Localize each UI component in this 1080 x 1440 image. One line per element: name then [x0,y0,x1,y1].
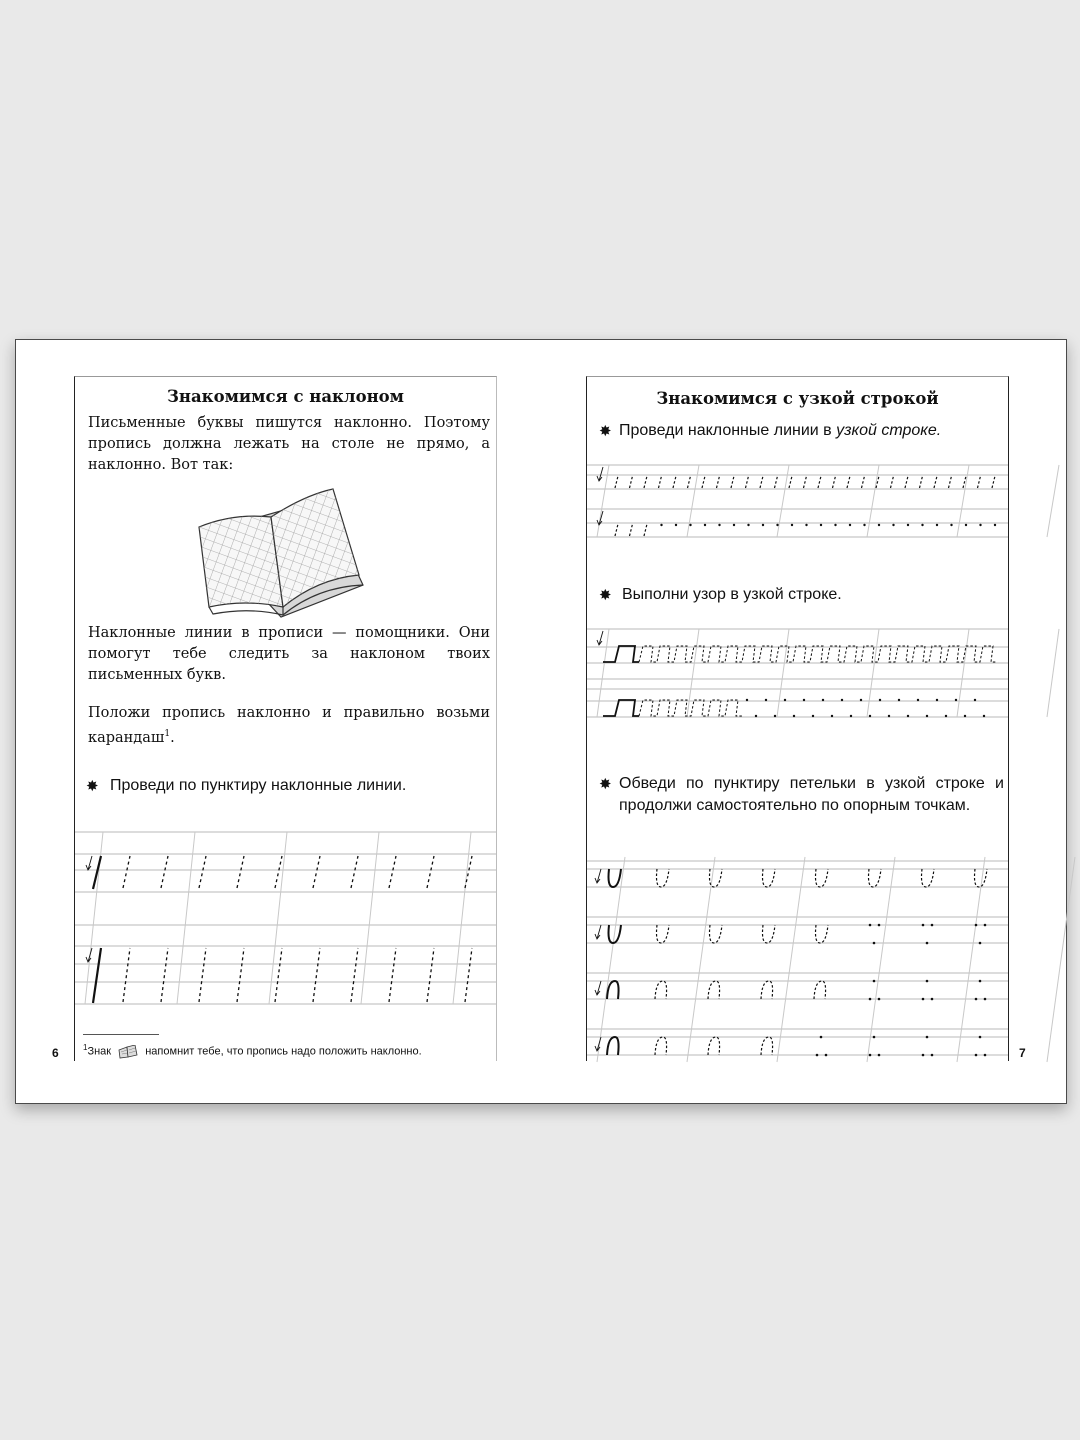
dashed-slant-line [427,948,434,1002]
anchor-dot [974,699,976,701]
stroke-direction-arrow-icon [86,948,92,962]
dashed-slant-line [427,856,434,888]
anchor-dot [762,524,764,526]
anchor-dot [733,524,735,526]
dashed-slant-line [199,856,206,888]
slant-guide-line [957,629,969,717]
dashed-slant-line [847,476,850,488]
anchor-dot [803,699,805,701]
anchor-dot [831,715,833,717]
slant-guide-line [361,832,379,1004]
anchor-dot [922,924,925,927]
dashed-slant-line [659,476,662,488]
dashed-slant-line [789,476,792,488]
anchor-dot [898,699,900,701]
dashed-slant-line [465,948,472,1002]
slant-guide-line [597,857,625,1062]
dashed-slant-line [615,524,618,536]
slant-guide-line [597,629,609,717]
anchor-dot [975,924,978,927]
dashed-slant-line [949,476,952,488]
anchor-dot [979,524,981,526]
anchor-dot [850,715,852,717]
dashed-slant-line [237,948,244,1002]
pattern-solid-stroke [603,700,639,716]
dashed-loop [655,981,667,999]
dashed-slant-line [731,476,734,488]
dashed-loop [869,869,882,887]
anchor-dot [922,998,925,1001]
anchor-dot [869,998,872,1001]
anchor-dot [822,699,824,701]
dashed-slant-line [717,476,720,488]
anchor-dot [926,715,928,717]
dashed-loop [710,925,723,943]
dashed-slant-line [351,948,358,1002]
anchor-dot [869,715,871,717]
solid-loop [609,869,622,887]
dashed-loop [763,925,776,943]
right-page-title: Знакомимся с узкой строкой [656,389,939,408]
right-task1-text: Проведи наклонные линии в узкой строке. [619,422,942,439]
anchor-dot [704,524,706,526]
anchor-dot [979,980,982,983]
slant-guide-line [777,629,789,717]
dashed-slant-line [804,476,807,488]
dashed-loop [761,981,773,999]
anchor-dot [784,699,786,701]
solid-loop [607,1037,619,1055]
anchor-dot [936,524,938,526]
stroke-direction-arrow-icon [595,1037,601,1051]
dashed-loop [816,925,829,943]
stroke-direction-arrow-icon [595,869,601,883]
dashed-slant-line [673,476,676,488]
dashed-slant-line [161,856,168,888]
dashed-slant-line [630,524,633,536]
anchor-dot [869,924,872,927]
slant-guide-line [687,465,699,537]
slant-guide-line [867,465,879,537]
stroke-direction-arrow-icon [597,631,603,645]
anchor-dot [718,524,720,526]
anchor-dot [879,699,881,701]
dashed-slant-line [389,948,396,1002]
star-burst-icon: ✸ [599,422,612,440]
practice-stroke [93,856,101,889]
dashed-loop [657,925,670,943]
dashed-slant-line [688,476,691,488]
anchor-dot [873,942,876,945]
dashed-slant-line [760,476,763,488]
dashed-slant-line [862,476,865,488]
open-notebook-icon [193,467,375,627]
slant-guide-line [269,832,287,1004]
pattern-dashed-stroke [639,700,742,716]
anchor-dot [950,524,952,526]
anchor-dot [979,942,982,945]
page-number-right: 7 [1019,1046,1026,1060]
anchor-dot [907,524,909,526]
anchor-dot [888,715,890,717]
anchor-dot [746,699,748,701]
anchor-dot [863,524,865,526]
dashed-slant-line [920,476,923,488]
anchor-dot [765,699,767,701]
anchor-dot [926,1036,929,1039]
right-page [586,376,1009,1061]
position-paragraph: Положи пропись наклонно и правильно возьми карандаш$^1$. [88,705,490,746]
dashed-loop [708,981,720,999]
pattern-dashed-stroke [639,646,997,662]
slant-guide-line [1047,629,1059,717]
anchor-dot [926,942,929,945]
stroke-direction-arrow-icon [595,925,601,939]
dashed-slant-line [833,476,836,488]
anchor-dot [979,1036,982,1039]
anchor-dot [984,1054,987,1057]
open-notebook-icon [118,1045,138,1059]
dashed-slant-line [389,856,396,888]
anchor-dot [955,699,957,701]
anchor-dot [945,715,947,717]
anchor-dot [793,715,795,717]
anchor-dot [747,524,749,526]
star-burst-icon: ✸ [599,586,612,604]
anchor-dot [825,1054,828,1057]
anchor-dot [936,699,938,701]
footnote-divider [83,1034,159,1035]
dashed-slant-line [905,476,908,488]
anchor-dot [660,524,662,526]
dashed-slant-line [313,948,320,1002]
anchor-dot [931,998,934,1001]
dashed-loop [763,869,776,887]
slant-guide-line [957,857,985,1062]
dashed-slant-line [934,476,937,488]
left-page-title: Знакомимся с наклоном [166,387,404,406]
left-task-text: Проведи по пунктиру наклонные линии. [110,777,407,794]
anchor-dot [917,699,919,701]
dashed-slant-line [199,948,206,1002]
stroke-direction-arrow-icon [597,467,603,481]
right-task3-text: Обведи по пунктиру петельки в узкой строке и продолжи самостоятельно по опорным точкам. [619,775,1004,814]
anchor-dot [860,699,862,701]
anchor-dot [805,524,807,526]
slant-guide-line [177,832,195,1004]
pattern-solid-stroke [603,646,639,662]
solid-loop [607,981,619,999]
dashed-slant-line [746,476,749,488]
anchor-dot [689,524,691,526]
anchor-dot [983,715,985,717]
anchor-dot [873,1036,876,1039]
dashed-slant-line [644,476,647,488]
slant-guide-line [777,465,789,537]
helper-paragraph: Наклонные линии в прописи — помощники. Они помогут тебе следить за наклоном твоих письменных букв. [88,625,490,683]
anchor-dot [964,715,966,717]
star-burst-icon: ✸ [86,777,99,795]
slant-guide-line [687,857,715,1062]
slant-guide-line [867,629,879,717]
dashed-loop [922,869,935,887]
anchor-dot [878,998,881,1001]
anchor-dot [869,1054,872,1057]
page-number-left: 6 [52,1046,59,1060]
dashed-slant-line [891,476,894,488]
slant-guide-line [957,465,969,537]
anchor-dot [791,524,793,526]
anchor-dot [965,524,967,526]
book-spread [15,339,1067,1104]
anchor-dot [907,715,909,717]
dashed-slant-line [161,948,168,1002]
dashed-slant-line [775,476,778,488]
loop-practice [587,857,1008,1067]
dashed-slant-line [978,476,981,488]
slant-guide-line [777,857,805,1062]
pattern-practice [587,629,1008,724]
dashed-slant-line [992,476,995,488]
anchor-dot [816,1054,819,1057]
dashed-slant-line [702,476,705,488]
anchor-dot [820,1036,823,1039]
slant-guide-line [1047,857,1075,1062]
anchor-dot [984,998,987,1001]
anchor-dot [812,715,814,717]
footnote: $^1$Знак напомнит тебе, что пропись надо положить наклонно. [83,1043,422,1058]
dashed-slant-line [313,856,320,888]
anchor-dot [984,924,987,927]
dashed-loop [975,869,988,887]
dashed-loop [761,1037,773,1055]
dashed-slant-line [644,524,647,536]
anchor-dot [849,524,851,526]
anchor-dot [926,980,929,983]
dashed-loop [655,1037,667,1055]
dashed-slant-line [123,948,130,1002]
intro-paragraph: Письменные буквы пишутся наклонно. Поэтому пропись должна лежать на столе не прямо, а наклонно. Вот так: [88,415,490,473]
slant-guide-line [867,857,895,1062]
dashed-slant-line [237,856,244,888]
dashed-loop [708,1037,720,1055]
practice-stroke [93,948,101,1003]
anchor-dot [878,1054,881,1057]
dashed-slant-line [818,476,821,488]
anchor-dot [975,1054,978,1057]
anchor-dot [931,924,934,927]
anchor-dot [841,699,843,701]
dashed-loop [816,869,829,887]
practice-slant-lines [75,832,496,1012]
anchor-dot [755,715,757,717]
anchor-dot [878,524,880,526]
anchor-dot [820,524,822,526]
anchor-dot [892,524,894,526]
left-page [74,376,497,1061]
dashed-slant-line [351,856,358,888]
dashed-loop [814,981,826,999]
anchor-dot [878,924,881,927]
stroke-direction-arrow-icon [595,981,601,995]
narrow-line-slant-practice [587,465,1008,555]
slant-guide-line [1047,465,1059,537]
anchor-dot [922,1054,925,1057]
anchor-dot [931,1054,934,1057]
star-burst-icon: ✸ [599,775,612,793]
dashed-slant-line [275,856,282,888]
stroke-direction-arrow-icon [86,856,92,870]
anchor-dot [873,980,876,983]
dashed-slant-line [123,856,130,888]
dashed-slant-line [615,476,618,488]
anchor-dot [675,524,677,526]
anchor-dot [776,524,778,526]
dashed-slant-line [630,476,633,488]
anchor-dot [834,524,836,526]
anchor-dot [994,524,996,526]
right-task2-text: Выполни узор в узкой строке. [622,586,842,603]
slant-guide-line [597,465,609,537]
anchor-dot [975,998,978,1001]
anchor-dot [774,715,776,717]
anchor-dot [921,524,923,526]
dashed-loop [657,869,670,887]
dashed-slant-line [275,948,282,1002]
